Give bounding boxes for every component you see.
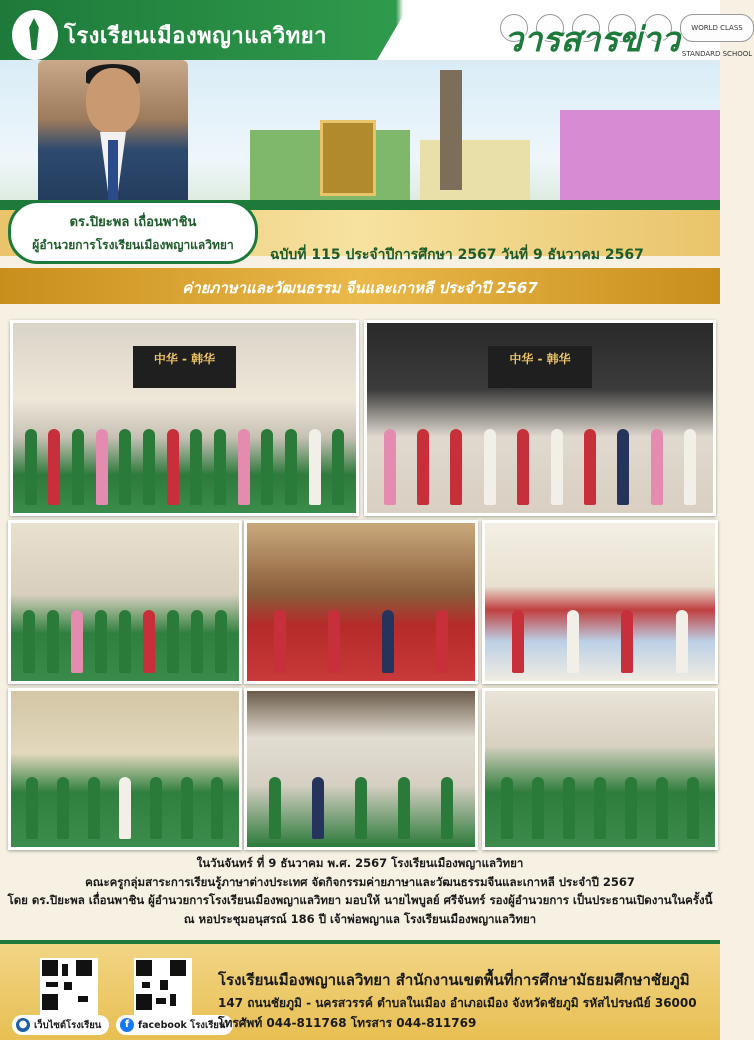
director-title: ผู้อำนวยการโรงเรียนเมืองพญาแลวิทยา — [32, 238, 234, 252]
footer-address: 147 ถนนชัยภูมิ - นครสวรรค์ ตำบลในเมือง อำเภอเมือง จังหวัดชัยภูมิ รหัสไปรษณีย์ 36000 — [218, 996, 697, 1010]
shrine-image — [320, 120, 376, 196]
world-class-logo: WORLD CLASS STANDARD SCHOOL — [680, 14, 754, 42]
description-line: ณ หอประชุมอนุสรณ์ 186 ปี เจ้าพ่อพญาแล โรงเรียนเมืองพญาแลวิทยา — [183, 911, 537, 926]
photo-dumpling-making — [244, 520, 478, 684]
facebook-link[interactable] — [116, 1015, 233, 1035]
school-logo — [10, 8, 60, 62]
globe-icon: ● — [16, 1018, 30, 1032]
newsletter-title: วารสารข่าว — [504, 20, 680, 60]
footer-school-line: โรงเรียนเมืองพญาแลวิทยา สำนักงานเขตพื้นที่การศึกษามัธยมศึกษาชัยภูมิ — [218, 971, 690, 989]
photo-hanbok-stage — [364, 320, 716, 516]
building-image — [560, 110, 720, 210]
photo-students-signs — [8, 520, 242, 684]
director-caption — [8, 200, 258, 264]
issue-info: ฉบับที่ 115 ประจำปีการศึกษา 2567 วันที่ 9 ธันวาคม 2567 — [270, 247, 644, 263]
director-name: ดร.ปิยะพล เถื่อนพาชิน — [69, 215, 197, 230]
headline: ค่ายภาษาและวัฒนธรรม จีนและเกาหลี ประจำปี 2567 — [182, 279, 538, 297]
description-line: โดย ดร.ปิยะพล เถื่อนพาชิน ผู้อำนวยการโรงเรียนเมืองพญาแลวิทยา มอบให้ นายไพบูลย์ ศรีจันทร์ รองผู้อำนวยการ เป็นประธานเปิดงานในครั้งนี้ — [7, 893, 713, 907]
website-qr-code[interactable] — [40, 958, 98, 1016]
school-name: โรงเรียนเมืองพญาแลวิทยา — [64, 24, 327, 49]
website-link[interactable] — [12, 1015, 109, 1035]
facebook-icon: f — [120, 1018, 134, 1032]
director-portrait — [38, 60, 188, 210]
photo-costume-students — [482, 520, 718, 684]
news-description — [0, 854, 720, 928]
footer-contact: โทรศัพท์ 044-811768 โทรสาร 044-811769 — [218, 1016, 477, 1030]
photo-game-activity — [482, 688, 718, 850]
photo-fan-activity — [8, 688, 242, 850]
photo-group-hall — [10, 320, 359, 516]
facebook-qr-code[interactable] — [134, 958, 192, 1016]
website-label: เว็บไซต์โรงเรียน — [34, 1019, 102, 1031]
photo-floor-activity — [244, 688, 478, 850]
description-line: ในวันจันทร์ ที่ 9 ธันวาคม พ.ศ. 2567 โรงเรียนเมืองพญาแลวิทยา — [196, 856, 524, 870]
description-line: คณะครูกลุ่มสาระการเรียนรู้ภาษาต่างประเทศ จัดกิจกรรมค่ายภาษาและวัฒนธรรมจีนและเกาหลี ประจำปี 2567 — [85, 874, 635, 889]
event-banner: 中华 - 韩华 — [133, 346, 236, 388]
event-banner: 中华 - 韩华 — [488, 346, 592, 388]
facebook-label: facebook โรงเรียน — [138, 1019, 226, 1031]
monument-image — [440, 70, 462, 190]
